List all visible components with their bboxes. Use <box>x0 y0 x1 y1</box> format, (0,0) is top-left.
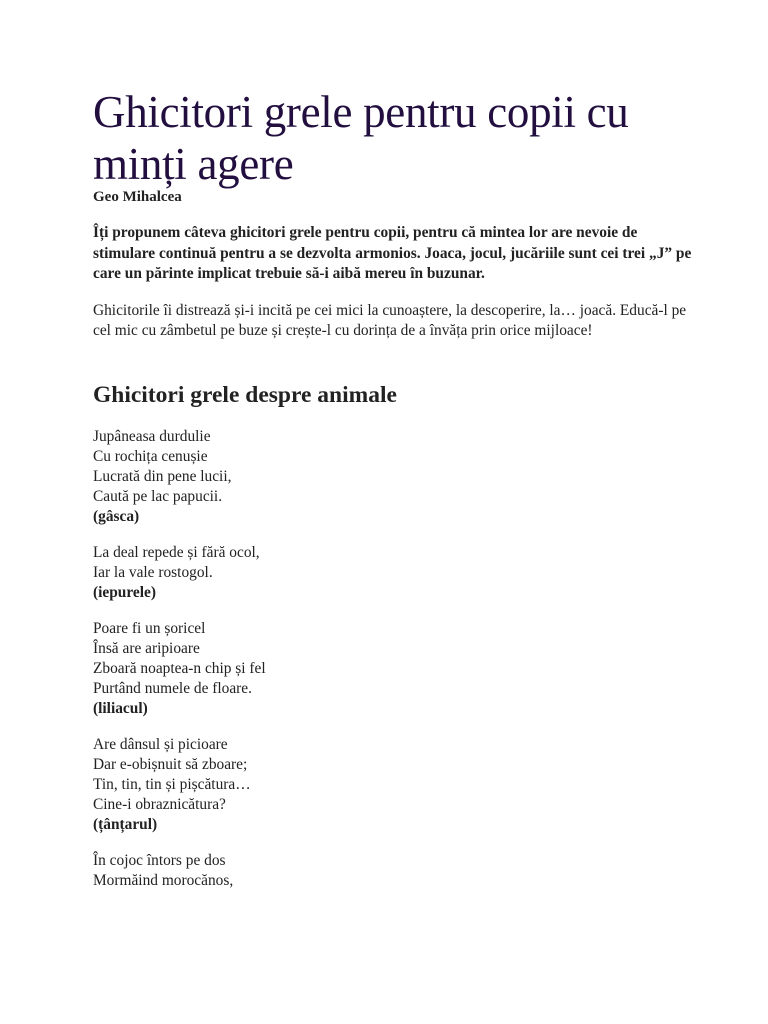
riddle-line: Are dânsul și picioare <box>93 735 228 753</box>
riddle-line: La deal repede și fără ocol, <box>93 543 260 561</box>
riddle <box>93 619 693 719</box>
riddle-line: Tin, tin, tin și pișcătura… <box>93 775 251 793</box>
riddle <box>93 735 693 835</box>
riddle-line: Însă are aripioare <box>93 639 200 657</box>
riddle-answer: (țânțarul) <box>93 815 158 833</box>
riddle-line: În cojoc întors pe dos <box>93 851 226 869</box>
riddle-line: Zboară noaptea-n chip și fel <box>93 659 266 677</box>
riddle-answer: (gâsca) <box>93 507 140 525</box>
riddle <box>93 851 693 891</box>
article-author: Geo Mihalcea <box>93 189 182 205</box>
riddle-line: Jupâneasa durdulie <box>93 427 211 445</box>
riddle <box>93 543 693 603</box>
riddle <box>93 427 693 527</box>
riddle-line: Dar e-obișnuit să zboare; <box>93 755 248 773</box>
article-intro: Îți propunem câteva ghicitori grele pentru copii, pentru că mintea lor are nevoie de stimulare continuă pentru a se dezvolta armonios. Joaca, jocul, jucăriile sunt cei trei „J” pe care un părinte implicat trebuie să-i aibă mereu în buzunar. <box>93 224 692 282</box>
article-title: Ghicitori grele pentru copii cu minți agere <box>93 87 629 189</box>
riddle-answer: (iepurele) <box>93 583 156 601</box>
riddle-line: Cine-i obraznicătura? <box>93 795 226 813</box>
riddle-answer: (liliacul) <box>93 699 148 717</box>
riddle-line: Mormăind morocănos, <box>93 871 234 889</box>
riddle-line: Poare fi un șoricel <box>93 619 206 637</box>
riddle-line: Cu rochița cenușie <box>93 447 208 465</box>
section-heading: Ghicitori grele despre animale <box>93 381 397 408</box>
riddle-line: Purtând numele de floare. <box>93 679 252 697</box>
riddle-line: Iar la vale rostogol. <box>93 563 213 581</box>
article-paragraph: Ghicitorile îi distrează și-i incită pe cei mici la cunoaștere, la descoperire, la… joacă. Educă-l pe cel mic cu zâmbetul pe buze și crește-l cu dorința de a învăța prin orice mijloace! <box>93 301 687 339</box>
riddle-line: Caută pe lac papucii. <box>93 487 223 505</box>
riddle-list <box>93 427 693 891</box>
article <box>93 86 693 907</box>
riddle-line: Lucrată din pene lucii, <box>93 467 232 485</box>
